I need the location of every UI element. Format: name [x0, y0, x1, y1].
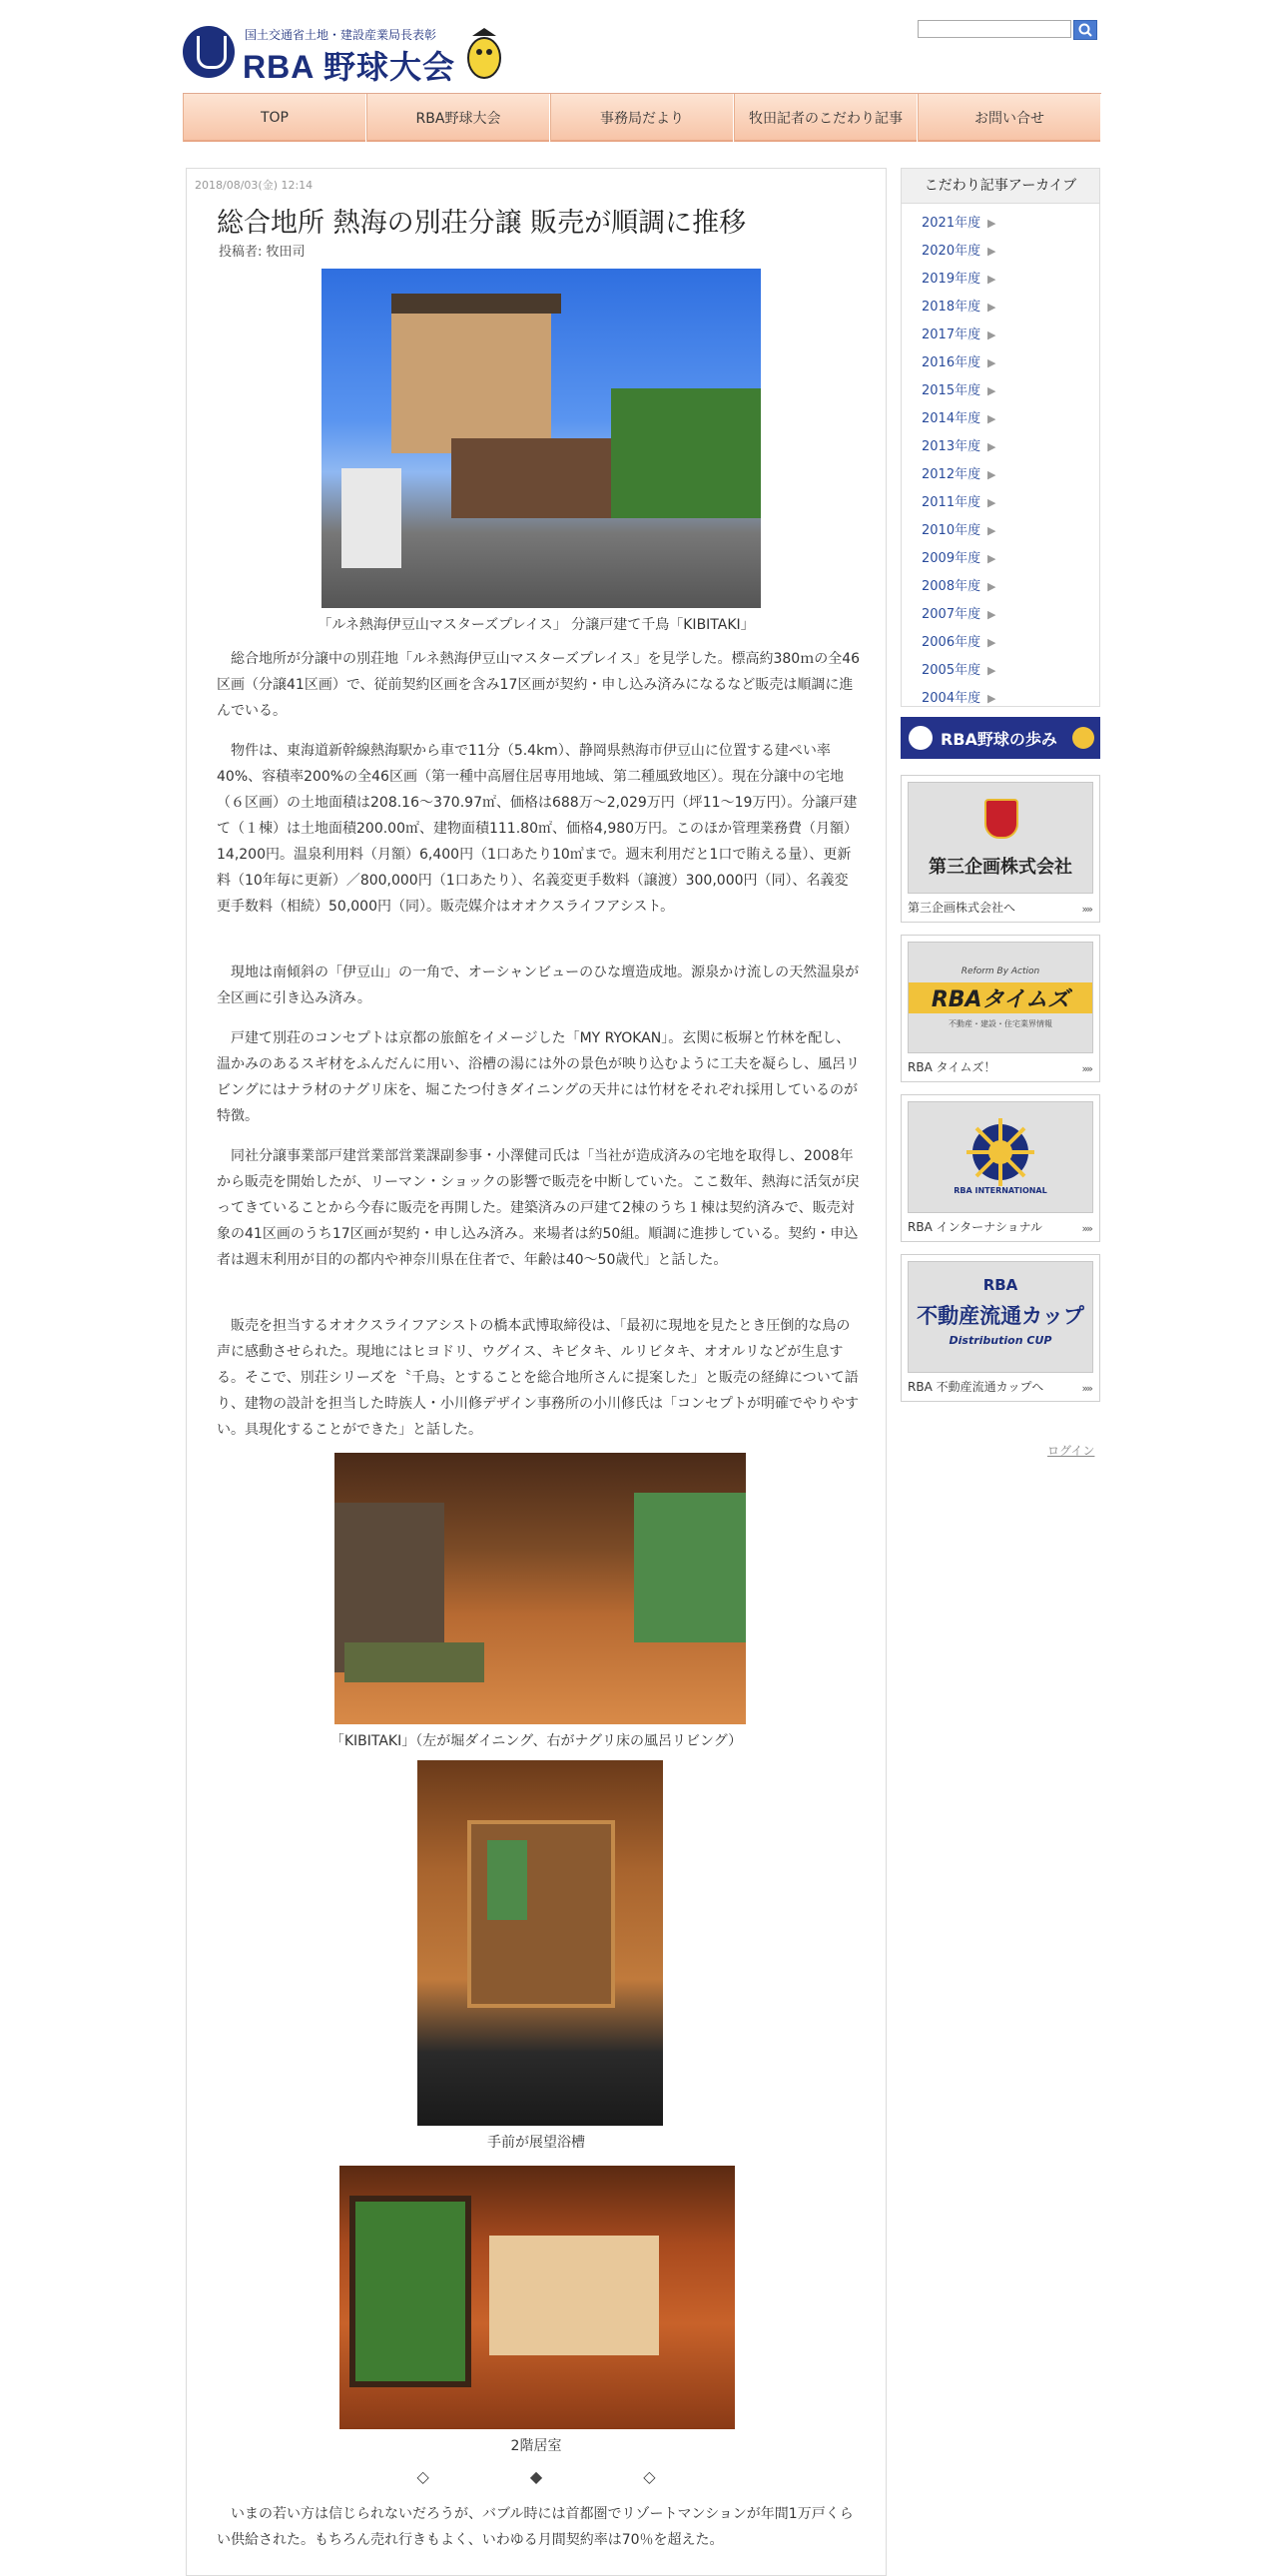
daisan-kikaku-logo: [908, 782, 1093, 894]
nav-top[interactable]: TOP: [183, 94, 366, 142]
archive-year-link[interactable]: 2004年度 ▶: [922, 685, 1099, 713]
logo-subtitle: 国土交通省土地・建設産業局長表彰: [245, 28, 437, 42]
article: [186, 168, 887, 2576]
archive-year-link[interactable]: 2009年度 ▶: [922, 545, 1099, 573]
rba-times-logo-text: RBAタイムズ: [909, 982, 1092, 1013]
archive-year-link[interactable]: 2011年度 ▶: [922, 489, 1099, 517]
article-paragraph: 戸建て別荘のコンセプトは京都の旅館をイメージした「MY RYOKAN」。玄関に板塀と竹林を配し、温かみのあるスギ材をふんだんに用い、浴槽の湯には外の景色が映り込むように工夫を凝らし、風呂リビングにはナラ材のナグリ床を、堀こたつ付きダイニングの天井には竹材をそれぞれ採用しているのが特徴。: [217, 1030, 860, 1124]
login-link[interactable]: ログイン: [1047, 1444, 1095, 1458]
banner-label: RBA 不動産流通カップへ: [908, 1380, 1044, 1394]
caption-upstairs: 2階居室: [510, 2438, 562, 2454]
archive-list: [902, 204, 1099, 713]
logo-title: RBA 野球大会: [243, 49, 456, 85]
article-title: 総合地所 熱海の別荘分譲 販売が順調に推移: [217, 208, 747, 239]
banner-rba-international[interactable]: [901, 1094, 1100, 1242]
archive-year-link[interactable]: 2021年度 ▶: [922, 210, 1099, 238]
archive-box: [901, 168, 1100, 707]
archive-year-link[interactable]: 2005年度 ▶: [922, 657, 1099, 685]
archive-year-link[interactable]: 2007年度 ▶: [922, 601, 1099, 629]
archive-title: こだわり記事アーカイブ: [902, 169, 1099, 204]
pager-dot[interactable]: ◇: [643, 2467, 656, 2486]
archive-year-link[interactable]: 2014年度 ▶: [922, 405, 1099, 433]
arrow-right-icon: ▶: [987, 524, 996, 537]
rba-times-slogan: Reform By Action: [961, 966, 1040, 976]
archive-year-link[interactable]: 2013年度 ▶: [922, 433, 1099, 461]
arrow-right-icon: ▶: [987, 328, 996, 341]
caption-bath: 手前が展望浴槽: [487, 2135, 585, 2151]
search-icon: [1074, 21, 1096, 39]
more-arrows-icon: »»: [1081, 1062, 1091, 1075]
mascot-icon: [1072, 727, 1094, 749]
banner-label: RBA タイムズ！: [908, 1060, 996, 1074]
arrow-right-icon: ▶: [987, 356, 996, 369]
shield-icon: [984, 799, 1018, 839]
banner-distribution-cup[interactable]: [901, 1254, 1100, 1402]
article-paragraph: 現地は南傾斜の「伊豆山」の一角で、オーシャンビューのひな壇造成地。源泉かけ流しの天然温泉が全区画に引き込み済み。: [217, 965, 860, 1006]
archive-year-link[interactable]: 2016年度 ▶: [922, 349, 1099, 377]
banner-label: 第三企画株式会社へ: [908, 901, 1016, 915]
arrow-right-icon: ▶: [987, 580, 996, 593]
trophy-icon: [909, 726, 933, 750]
rba-international-logo-text: RBA INTERNATIONAL: [954, 1186, 1047, 1195]
baseball-history-banner[interactable]: [901, 717, 1100, 759]
arrow-right-icon: ▶: [987, 301, 996, 314]
rba-times-logo: [908, 942, 1093, 1053]
archive-year-link[interactable]: 2008年度 ▶: [922, 573, 1099, 601]
arrow-right-icon: ▶: [987, 608, 996, 621]
nav-contact[interactable]: お問い合せ: [918, 94, 1101, 142]
search-input[interactable]: [918, 20, 1071, 38]
arrow-right-icon: ▶: [987, 245, 996, 258]
archive-year-link[interactable]: 2018年度 ▶: [922, 294, 1099, 322]
baseball-history-label: RBA野球の歩み: [941, 730, 1057, 749]
arrow-right-icon: ▶: [987, 636, 996, 649]
banner-rba-times[interactable]: [901, 935, 1100, 1082]
photo-house-exterior: [321, 269, 761, 608]
arrow-right-icon: ▶: [987, 384, 996, 397]
archive-year-link[interactable]: 2020年度 ▶: [922, 238, 1099, 266]
archive-year-link[interactable]: 2010年度 ▶: [922, 517, 1099, 545]
banner-daisan-kikaku[interactable]: [901, 775, 1100, 923]
mascot-icon: [462, 24, 506, 80]
archive-year-link[interactable]: 2012年度 ▶: [922, 461, 1099, 489]
arrow-right-icon: ▶: [987, 692, 996, 705]
arrow-right-icon: ▶: [987, 664, 996, 677]
article-paragraph: 販売を担当するオオクスライフアシストの橋本武博取締役は、「最初に現地を見たとき圧倒的な鳥の声に感動させられた。現地にはヒヨドリ、ウグイス、キビタキ、ルリビタキ、オオルリなどが生息する。そこで、別荘シリーズを〝千鳥〟とすることを総合地所さんに提案した」と販売の経緯について語り、建物の設計を担当した時族人・小川修デザイン事務所の小川修氏は「コンセプトが明確でやりやすい。具現化することができた」と話した。: [217, 1318, 860, 1438]
banner-label: RBA インターナショナル: [908, 1220, 1043, 1234]
article-paragraph: 物件は、東海道新幹線熱海駅から車で11分（5.4km）、静岡県熱海市伊豆山に位置する建ぺい率40%、容積率200%の全46区画（第一種中高層住居専用地域、第二種風致地区）。現在分譲中の宅地（６区画）の土地面積は208.16～370.97㎡、価格は688万～2,029万円（坪11～19万円）。分譲戸建て（１棟）は土地面積200.00㎡、建物面積111.80㎡、価格4,980万円。このほか管理業務費（月額）14,200円。温泉利用料（月額）6,400円（1口あたり10㎥まで。週末利用だと1口で賄える量）、更新料（10年毎に更新）／800,000円（1口あたり）、名義変更手数料（譲渡）300,000円（同）、名義変更手数料（相続）50,000円（同）。販売媒介はオオクスライフアシスト。: [217, 743, 859, 915]
search-button[interactable]: [1073, 20, 1097, 40]
main-nav: [183, 93, 1101, 142]
arrow-right-icon: ▶: [987, 440, 996, 453]
daisan-kikaku-logo-text: 第三企画株式会社: [929, 857, 1072, 878]
rba-international-logo: [908, 1101, 1093, 1213]
distribution-cup-logo: [908, 1261, 1093, 1373]
photo-bath: [417, 1760, 663, 2126]
nav-makita-articles[interactable]: 牧田記者のこだわり記事: [734, 94, 918, 142]
caption-house: 「ルネ熱海伊豆山マスターズプレイス」 分譲戸建て千鳥「KIBITAKI」: [318, 617, 755, 633]
trophy-emblem-icon: [183, 26, 235, 78]
arrow-right-icon: ▶: [987, 552, 996, 565]
article-author: 投稿者: 牧田司: [219, 245, 306, 260]
distribution-cup-sub: Distribution CUP: [949, 1334, 1052, 1347]
site-logo[interactable]: [183, 20, 512, 84]
rba-times-note: 不動産・建設・住宅業界情報: [949, 1019, 1052, 1028]
archive-year-link[interactable]: 2019年度 ▶: [922, 266, 1099, 294]
arrow-right-icon: ▶: [987, 412, 996, 425]
archive-year-link[interactable]: 2017年度 ▶: [922, 322, 1099, 349]
arrow-right-icon: ▶: [987, 496, 996, 509]
nav-office-news[interactable]: 事務局だより: [550, 94, 734, 142]
more-arrows-icon: »»: [1081, 1222, 1091, 1235]
archive-year-link[interactable]: 2015年度 ▶: [922, 377, 1099, 405]
wheel-emblem-icon: [909, 1102, 1092, 1212]
photo-pager: [187, 2467, 886, 2486]
more-arrows-icon: »»: [1081, 903, 1091, 916]
article-paragraph: 同社分譲事業部戸建営業部営業課副参事・小澤健司氏は「当社が造成済みの宅地を取得し、2008年から販売を開始したが、リーマン・ショックの影響で販売を中断していた。ここ数年、熱海に活気が戻ってきていることから今春に販売を再開した。建築済みの戸建て2棟のうち１棟は契約済みで、販売対象の41区画のうち17区画が契約・申し込み済み。来場者は約50組。順調に進捗している。契約・申込者は週末利用が目的の都内や神奈川県在住者で、年齢は40～50歳代」と話した。: [217, 1148, 860, 1268]
distribution-cup-top: RBA: [982, 1276, 1018, 1294]
article-paragraph: 総合地所が分譲中の別荘地「ルネ熱海伊豆山マスターズプレイス」を見学した。標高約380ｍの全46区画（分譲41区画）で、従前契約区画を含み17区画が契約・申し込み済みになるなど販売は順調に進んでいる。: [217, 651, 861, 719]
photo-upstairs-room: [339, 2166, 735, 2429]
search-box: [918, 20, 1097, 40]
more-arrows-icon: »»: [1081, 1382, 1091, 1395]
distribution-cup-logo-text: 不動産流通カップ: [917, 1304, 1084, 1328]
article-paragraph: いまの若い方は信じられないだろうが、バブル時には首都圏でリゾートマンションが年間1万戸くらい供給された。もちろん売れ行きもよく、いわゆる月間契約率は70％を超えた。: [217, 2506, 854, 2548]
arrow-right-icon: ▶: [987, 273, 996, 286]
site-header: [183, 20, 1101, 90]
pager-dot[interactable]: ◇: [416, 2467, 429, 2486]
photo-dining-living: [334, 1453, 746, 1724]
arrow-right-icon: ▶: [987, 217, 996, 230]
pager-dot-active[interactable]: ◆: [529, 2467, 543, 2486]
archive-year-link[interactable]: 2006年度 ▶: [922, 629, 1099, 657]
nav-baseball[interactable]: RBA野球大会: [366, 94, 550, 142]
arrow-right-icon: ▶: [987, 468, 996, 481]
post-date: 2018/08/03(金) 12:14: [195, 179, 314, 192]
caption-dining: 「KIBITAKI」（左が堀ダイニング、右がナグリ床の風呂リビング）: [329, 1733, 743, 1749]
